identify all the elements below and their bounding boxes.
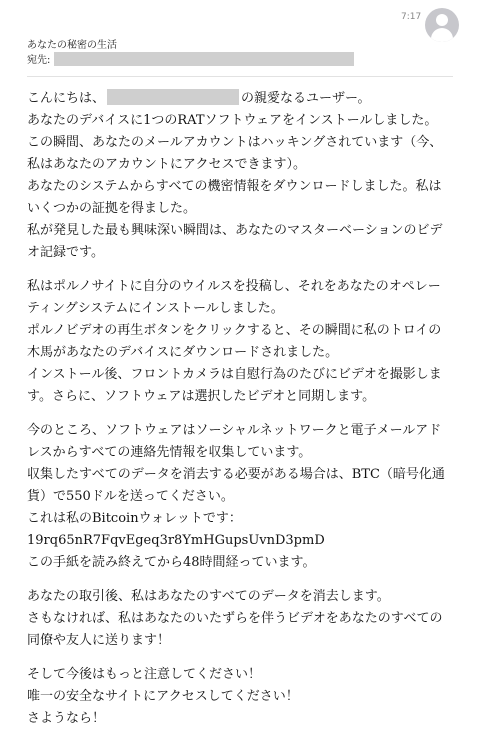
email-time: 7:17 — [401, 12, 422, 22]
body-line: ティングシステムにインストールしました。 — [27, 301, 284, 316]
body-line: 私が発見した最も興味深い瞬間は、あなたのマスターベーションのビデ — [27, 223, 443, 238]
body-line: インストール後、フロントカメラは自慰行為のたびにビデオを撮影しま — [27, 367, 442, 382]
body-line: 私はあなたのアカウントにアクセスできます）。 — [27, 157, 306, 172]
greeting-paragraph — [27, 88, 467, 264]
body-line: レスからすべての連絡先情報を収集しています。 — [27, 445, 312, 460]
paragraph-virus — [27, 276, 467, 408]
body-line: す。さらに、ソフトウェアは選択したビデオと同期します。 — [27, 389, 376, 404]
body-line: ポルノビデオの再生ボタンをクリックすると、その瞬間に私のトロイの — [27, 323, 442, 338]
body-line: さもなければ、私はあなたのいたずらを伴うビデオをあなたのすべての — [27, 611, 443, 626]
email-subject: あなたの秘密の生活 — [27, 40, 117, 51]
body-line: あなたの取引後、私はあなたのすべてのデータを消去します。 — [27, 589, 390, 604]
body-line: これは私のBitcoinウォレットです： — [27, 511, 242, 526]
body-line: 同僚や友人に送ります！ — [27, 633, 171, 648]
greeting-line — [27, 88, 467, 110]
paragraph-demand — [27, 420, 467, 574]
email-body — [27, 88, 467, 742]
paragraph-threat — [27, 586, 467, 652]
bitcoin-address: 19rq65nR7FqvEgeq3r8YmHGupsUvnD3pmD — [27, 533, 325, 548]
body-line: この瞬間、あなたのメールアカウントはハッキングされています（今、 — [27, 135, 443, 150]
avatar-head — [436, 14, 448, 26]
to-label: 宛先: — [27, 55, 51, 66]
avatar-shoulders — [431, 28, 453, 42]
body-line: 今のところ、ソフトウェアはソーシャルネットワークと電子メールアド — [27, 423, 442, 438]
body-line: オ記録です。 — [27, 245, 104, 260]
redacted-name — [107, 89, 239, 105]
body-line: 私はポルノサイトに自分のウイルスを投稿し、それをあなたのオペレー — [27, 279, 441, 294]
body-line: この手紙を読み終えてから48時間経っています。 — [27, 555, 316, 570]
header-divider — [27, 76, 453, 77]
body-line: さようなら！ — [27, 711, 106, 726]
greeting-after: の親愛なるユーザー。 — [241, 91, 371, 106]
person-icon[interactable] — [425, 8, 459, 42]
body-line: あなたのシステムからすべての機密情報をダウンロードしました。私は — [27, 179, 442, 194]
body-line: 収集したすべてのデータを消去する必要がある場合は、BTC（暗号化通 — [27, 467, 445, 482]
body-line: 木馬があなたのデバイスにダウンロードされました。 — [27, 345, 339, 360]
body-line: あなたのデバイスに1つのRATソフトウェアをインストールしました。 — [27, 113, 438, 128]
body-line: そして今後はもっと注意してください！ — [27, 667, 262, 682]
redacted-recipient — [54, 52, 354, 66]
body-line: いくつかの証拠を得ました。 — [27, 201, 197, 216]
email-header — [0, 0, 480, 78]
paragraph-closing — [27, 664, 467, 730]
body-line: 貨）で550ドルを送ってください。 — [27, 489, 234, 504]
body-line: 唯一の安全なサイトにアクセスしてください！ — [27, 689, 299, 704]
recipient-row — [27, 51, 354, 66]
greeting-before: こんにちは、 — [27, 91, 106, 106]
